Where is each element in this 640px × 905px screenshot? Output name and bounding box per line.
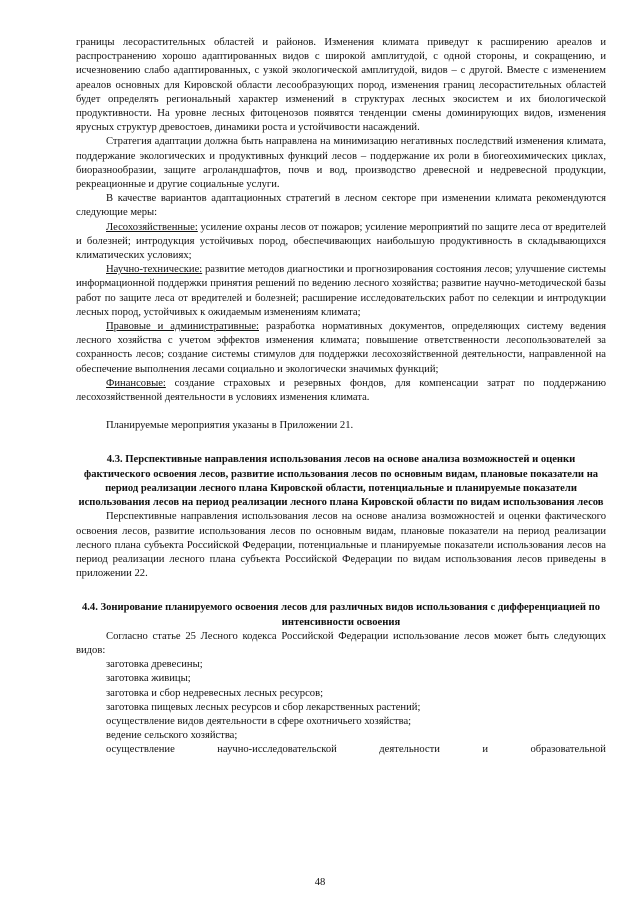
paragraph-adaptation-strategy: Стратегия адаптации должна быть направлена на минимизацию негативных последствий изменения климата, поддержание экологических и продуктивных функций лесов – поддержание их роли в биогеохимических циклах, биоразнообразии, защите агроландшафтов, почв и вод, производство древесной и недревесной продукции, рекреационные и другие социальные услуги. [76,136,606,191]
spacer [76,433,606,447]
paragraph-measure-scientific [76,263,606,320]
section-4-4-intro: Согласно статье 25 Лесного кодекса Российской Федерации использование лесов может быть следующих видов: [76,630,606,656]
spacer [76,405,606,419]
word: и [482,744,489,756]
measure-label: Финансовые: [106,377,166,389]
measure-text: разработка нормативных документов, определяющих систему ведения лесного хозяйства с учетом эффектов изменения климата; повышение ответственности лесопользователей за сохранность лесов; создание системы стимулов для поддержки лесохозяйственной деятельности, направленной на обеспечение выполнения лесами социально и экологически значимых функций; [76,321,606,375]
list-item: заготовка живицы; [106,673,191,685]
list-item-justified [76,743,606,757]
measure-label: Лесохозяйственные: [106,221,198,233]
spacer [76,581,606,595]
list-item: ведение сельского хозяйства; [106,730,238,742]
page-number: 48 [314,877,326,888]
paragraph-measure-legal [76,320,606,377]
list-item: заготовка и сбор недревесных лесных ресурсов; [106,687,324,699]
measure-text: усиление охраны лесов от пожаров; усиление мероприятий по защите леса от вредителей и болезней; интродукция устойчивых пород, обеспечивающих наибольшую продуктивность в складывающихся климатических условиях; [76,221,606,262]
paragraph-climate-ranges: границы лесорастительных областей и районов. Изменения климата приведут к расширению ареалов и распространению хорошо адаптированных видов с широкой амплитудой, с одной стороны, и сокращению, и исчезновению слабо адаптированных, с узкой экологической амплитудой, видов – с другой. Вместе с изменением ареалов основных для Кировской области лесообразующих пород, изменения границ лесорастительных областей будет определять региональный характер изменений в структурах лесных экосистем и их биологической продуктивности. На уровне лесных фитоценозов появятся тенденции смены доминирующих видов, изменения ярусных структур древостоев, динамики роста и устойчивости насаждений. [76,37,606,134]
measure-text: создание страховых и резервных фондов, для компенсации затрат по поддержанию лесохозяйственной деятельности в условиях изменения климата. [76,377,606,404]
measure-text: развитие методов диагностики и прогнозирования состояния лесов; улучшение системы информационной поддержки принятия решений по ведению лесного хозяйства; развитие научно-методической базы работ по защите леса от вредителей и болезней; расширение исследовательских работ по селекции и интродукции лесных пород, устойчивых к ожидаемым изменениям климата; [76,264,606,318]
word: осуществление [106,744,175,756]
section-4-3-text: Перспективные направления использования лесов на основе анализа возможностей и оценки фактического освоения лесов, развитие использования лесов по основным видам, плановые показатели на период реализации лесного плана субъекта Российской Федерации, потенциальные и планируемые показатели использования лесов на период реализации лесного плана субъекта Российской Федерации по видам использования лесов приведены в приложении 22. [76,511,606,580]
list-item: осуществление видов деятельности в сфере охотничьего хозяйства; [106,715,412,727]
measure-label: Правовые и административные: [106,321,259,333]
section-4-3-heading: 4.3. Перспективные направления использования лесов на основе анализа возможностей и оценки фактического освоения лесов, развитие использования лесов по основным видам, плановые показатели на период реализации лесного плана Кировской области, потенциальные и планируемые показатели использования лесов на период реализации лесного плана Кировской области по видам использования лесов [78,454,604,509]
list-item: заготовка древесины; [106,659,203,671]
paragraph-measures-intro: В качестве вариантов адаптационных стратегий в лесном секторе при изменении климата рекомендуются следующие меры: [76,193,606,219]
list-item: заготовка пищевых лесных ресурсов и сбор лекарственных растений; [106,701,421,713]
section-4-4-heading: 4.4. Зонирование планируемого освоения лесов для различных видов использования с дифференциацией по интенсивности освоения [81,602,601,628]
paragraph-appendix-21: Планируемые мероприятия указаны в Приложении 21. [106,420,354,432]
paragraph-measure-forestry [76,221,606,264]
page-content [76,36,606,758]
word: образовательной [530,744,606,756]
word: научно-исследовательской [217,744,337,756]
paragraph-measure-financial [76,377,606,405]
measure-label: Научно-технические: [106,264,203,276]
word: деятельности [379,744,440,756]
